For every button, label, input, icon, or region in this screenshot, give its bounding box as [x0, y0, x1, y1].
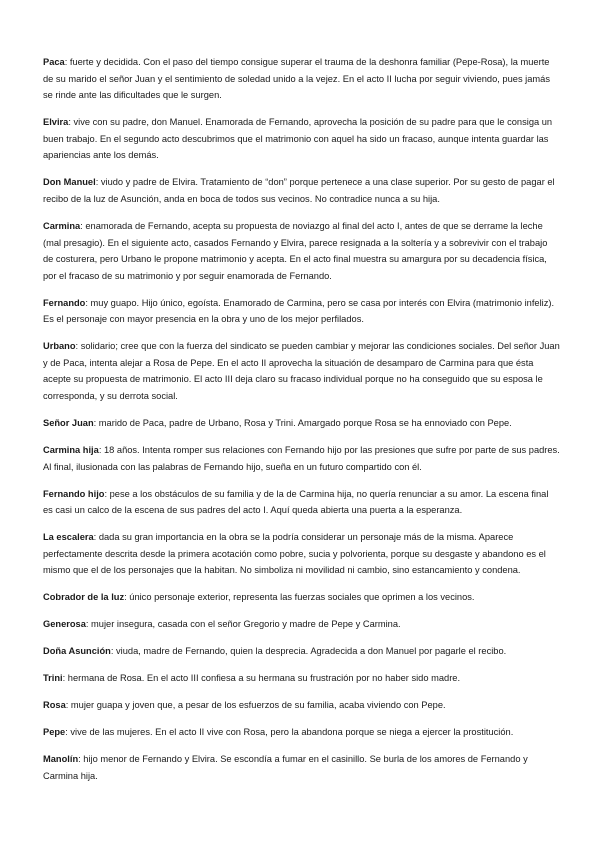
character-name: La escalera [43, 532, 94, 543]
character-entry-carmina-hija [43, 442, 560, 475]
character-description: : vive con su padre, don Manuel. Enamorada de Fernando, aprovecha la posición de su padre para que le consiga un buen trabajo. En el segundo acto descubrimos que el matrimonio con aquel ha sido un fracaso, aunque intenta guardar las apariencias ante los demás. [43, 117, 553, 161]
character-entry-pepe [43, 724, 560, 741]
character-description: : hermana de Rosa. En el acto III confiesa a su hermana su frustración por no haber sido madre. [62, 673, 461, 684]
character-entry-cobrador-de-la-luz [43, 589, 560, 606]
character-entry-paca [43, 54, 560, 104]
character-description: : dada su gran importancia en la obra se la podría considerar un personaje más de la misma. Aparece perfectamente descrita desde la primera acotación como pobre, sucia y polvorienta, porque su desgaste y abandono es el mismo que el de los personajes que la habitan. No simboliza ni movilidad ni cambio, sino estancamiento y condena. [43, 532, 546, 576]
character-name: Urbano [43, 341, 76, 352]
character-name: Rosa [43, 700, 66, 711]
character-name: Manolín [43, 754, 79, 765]
character-entry-carmina [43, 218, 560, 284]
character-description: : solidario; cree que con la fuerza del sindicato se pueden cambiar y mejorar las condiciones sociales. Del señor Juan y de Paca, intenta alejar a Rosa de Pepe. En el acto II aprovecha la situación de desamparo de Carmina para que ésta acepte su propuesta de matrimonio. El acto III deja claro su fracaso individual porque no ha conseguido que su esposa le corresponda, y su derrota social. [43, 341, 560, 402]
character-entry-dona-asuncion [43, 643, 560, 660]
character-name: Pepe [43, 727, 66, 738]
character-entry-generosa [43, 616, 560, 633]
character-entry-la-escalera [43, 529, 560, 579]
character-name: Carmina hija [43, 445, 99, 456]
character-description: : muy guapo. Hijo único, egoísta. Enamorado de Carmina, pero se casa por interés con Elvira (matrimonio infeliz). Es el personaje con mayor presencia en la obra y uno de los mejor perfilados. [43, 297, 555, 325]
character-entry-urbano [43, 338, 560, 404]
character-description: : fuerte y decidida. Con el paso del tiempo consigue superar el trauma de la deshonra familiar (Pepe-Rosa), la muerte de su marido el señor Juan y el sentimiento de soledad unido a la vejez. En el acto II lucha por seguir viviendo, pues jamás se rinde ante las dificultades que le surgen. [43, 57, 550, 101]
character-name: Generosa [43, 619, 86, 630]
character-description: : pese a los obstáculos de su familia y de la de Carmina hija, no quería renunciar a su amor. La escena final es casi un calco de la escena de sus padres del acto I. Aquí queda abierta una puerta a la esperanza. [43, 488, 549, 516]
character-name: Don Manuel [43, 177, 96, 188]
character-description: : viuda, madre de Fernando, quien la desprecia. Agradecida a don Manuel por pagarle el recibo. [110, 646, 507, 657]
character-entry-senor-juan [43, 415, 560, 432]
character-entry-don-manuel [43, 174, 560, 207]
character-name: Trini [43, 673, 63, 684]
character-entry-fernando-hijo [43, 486, 560, 519]
character-entry-fernando [43, 295, 560, 328]
character-name: Elvira [43, 117, 69, 128]
character-description: : 18 años. Intenta romper sus relaciones con Fernando hijo por las presiones que sufre por parte de sus padres. Al final, ilusionada con las palabras de Fernando hijo, sueña en un futuro compartido con él. [43, 445, 560, 472]
character-entry-rosa [43, 697, 560, 714]
character-description: : único personaje exterior, representa las fuerzas sociales que oprimen a los vecinos. [124, 592, 475, 603]
character-entry-manolin [43, 751, 560, 784]
character-description: : enamorada de Fernando, acepta su propuesta de noviazgo al final del acto I, antes de que se derrame la leche (mal presagio). En el siguiente acto, casados Fernando y Elvira, parece resignada a la soltería y a sobrevivir con el trabajo de costurera, pero Urbano le propone matrimonio y acepta. En el acto final muestra su amargura por su decadencia física, por el fracaso de su matrimonio y por seguir enamorada de Fernando. [43, 220, 548, 281]
character-description: : hijo menor de Fernando y Elvira. Se escondía a fumar en el casinillo. Se burla de los amores de Fernando y Carmina hija. [43, 754, 528, 781]
character-description: : mujer insegura, casada con el señor Gregorio y madre de Pepe y Carmina. [85, 619, 401, 630]
character-description: : vive de las mujeres. En el acto II vive con Rosa, pero la abandona porque se niega a ejercer la prostitución. [65, 727, 514, 738]
character-name: Doña Asunción [43, 646, 111, 657]
character-name: Carmina [43, 220, 81, 231]
character-name: Fernando hijo [43, 488, 105, 499]
character-entry-elvira [43, 114, 560, 164]
character-name: Cobrador de la luz [43, 592, 125, 603]
character-name: Paca [43, 57, 65, 67]
character-name: Fernando [43, 297, 86, 308]
character-name: Señor Juan [43, 418, 94, 429]
character-entry-trini [43, 670, 560, 687]
character-description: : marido de Paca, padre de Urbano, Rosa y Trini. Amargado porque Rosa se ha ennoviado con Pepe. [93, 418, 512, 429]
character-description: : viudo y padre de Elvira. Tratamiento de “don” porque pertenece a una clase superior. Por su gesto de pagar el recibo de la luz de Asunción, anda en boca de todos sus vecinos. No contradice nunca a su hija. [43, 177, 555, 204]
character-description: : mujer guapa y joven que, a pesar de los esfuerzos de su familia, acaba viviendo con Pepe. [65, 700, 446, 711]
